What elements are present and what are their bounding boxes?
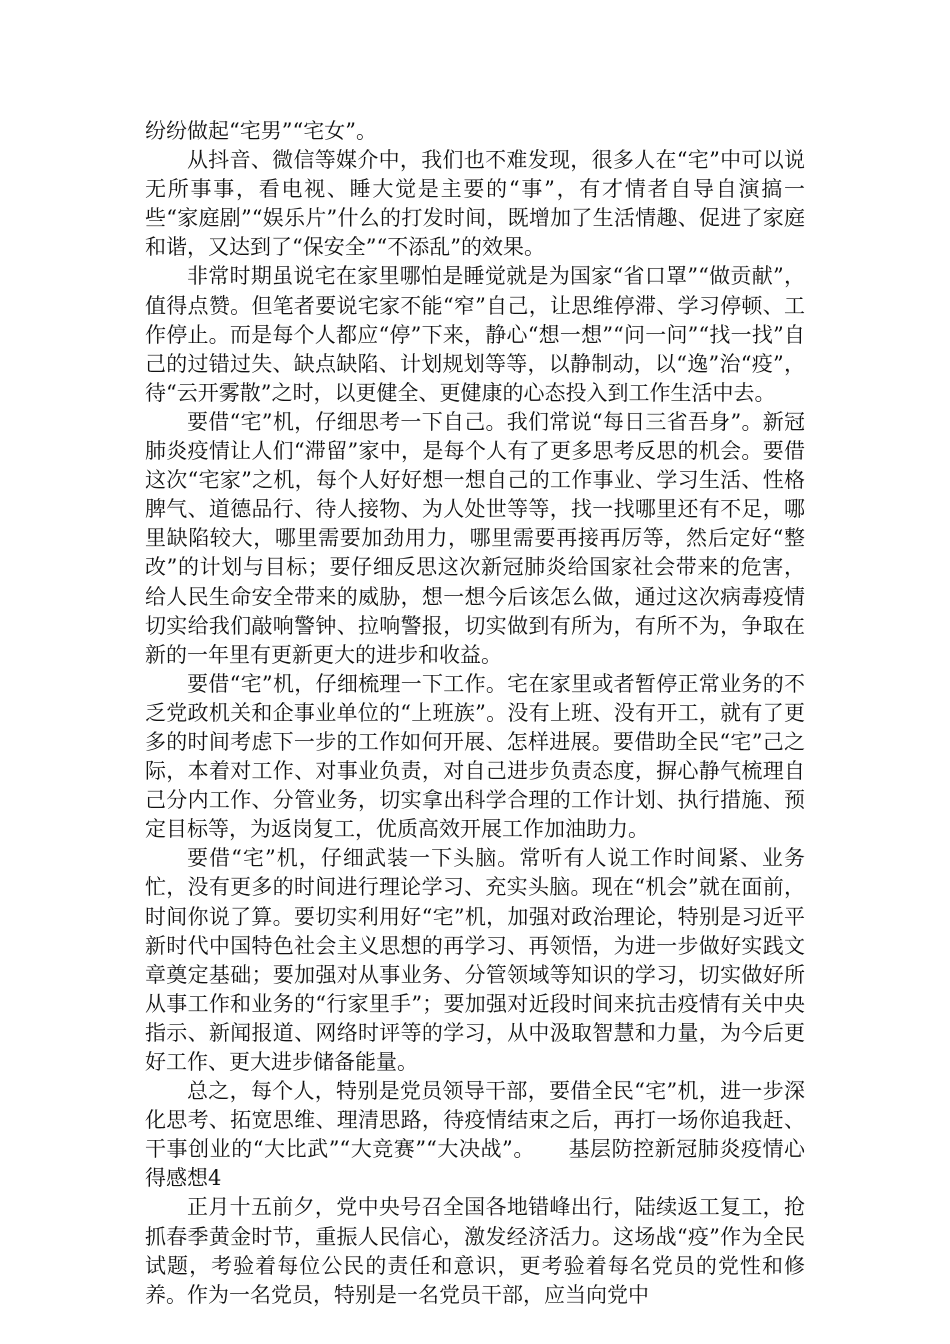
paragraph-conclusion	[145, 1077, 805, 1193]
paragraph-continuation: 纷纷做起“宅男”“宅女”。	[145, 119, 377, 143]
conclusion-text: 总之，每个人，特别是党员领导干部，要借全民“宅”机，进一步深化思考、拓宽思维、理清思路，待疫情结束之后，再打一场你追我赶、干事创业的“大比武”“大竞赛”“大决战”。	[145, 1079, 805, 1162]
paragraph-lantern-festival: 正月十五前夕，党中央号召全国各地错峰出行，陆续返工复工，抢抓春季黄金时节，重振人民信心，激发经济活力。这场战“疫”作为全民试题，考验着每位公民的责任和意识，更考验着每名党员的党性和修养。作为一名党员，特别是一名党员干部，应当向党中	[145, 1195, 805, 1307]
paragraph-media: 从抖音、微信等媒介中，我们也不难发现，很多人在“宅”中可以说无所事事，看电视、睡大觉是主要的“事”，有才情者自导自演搞一些“家庭剧”“娱乐片”什么的打发时间，既增加了生活情趣、促进了家庭和谐，又达到了“保安全”“不添乱”的效果。	[145, 148, 805, 260]
paragraph-think-self: 要借“宅”机，仔细思考一下自己。我们常说“每日三省吾身”。新冠肺炎疫情让人们“滞留”家中，是每个人有了更多思考反思的机会。要借这次“宅家”之机，每个人好好想一想自己的工作事业、学习生活、性格脾气、道德品行、待人接物、为人处世等等，找一找哪里还有不足，哪里缺陷较大，哪里需要加劲用力，哪里需要再接再厉等，然后定好“整改”的计划与目标；要仔细反思这次新冠肺炎给国家社会带来的危害，给人民生命安全带来的威胁，想一想今后该怎么做，通过这次病毒疫情切实给我们敲响警钟、拉响警报，切实做到有所为，有所不为，争取在新的一年里有更新更大的进步和收益。	[145, 409, 805, 667]
section-heading: 基层防控新冠肺炎疫情心得感想4	[145, 1137, 805, 1191]
paragraph-review-work: 要借“宅”机，仔细梳理一下工作。宅在家里或者暂停正常业务的不乏党政机关和企事业单位的“上班族”。没有上班、没有开工，就有了更多的时间考虑下一步的工作如何开展、怎样进展。要借助全民“宅”己之际，本着对工作、对事业负责，对自己进步负责态度，摒心静气梳理自己分内工作、分管业务，切实拿出科学合理的工作计划、执行措施、预定目标等，为返岗复工，优质高效开展工作加油助力。	[145, 671, 805, 842]
paragraph-reflection: 非常时期虽说宅在家里哪怕是睡觉就是为国家“省口罩”“做贡献”，值得点赞。但笔者要说宅家不能“窄”自己，让思维停滞、学习停顿、工作停止。而是每个人都应“停”下来，静心“想一想”“问一问”“找一找”自己的过错过失、缺点缺陷、计划规划等等，以静制动，以“逸”治“疫”，待“云开雾散”之时，以更健全、更健康的心态投入到工作生活中去。	[145, 264, 805, 405]
paragraph-arm-mind: 要借“宅”机，仔细武装一下头脑。常听有人说工作时间紧、业务忙，没有更多的时间进行理论学习、充实头脑。现在“机会”就在面前，时间你说了算。要切实利用好“宅”机，加强对政治理论，特别是习近平新时代中国特色社会主义思想的再学习、再领悟，为进一步做好实践文章奠定基础；要加强对从事业务、分管领域等知识的学习，切实做好所从事工作和业务的“行家里手”；要加强对近段时间来抗击疫情有关中央指示、新闻报道、网络时评等的学习，从中汲取智慧和力量，为今后更好工作、更大进步储备能量。	[145, 846, 805, 1074]
document-body	[145, 117, 805, 1310]
